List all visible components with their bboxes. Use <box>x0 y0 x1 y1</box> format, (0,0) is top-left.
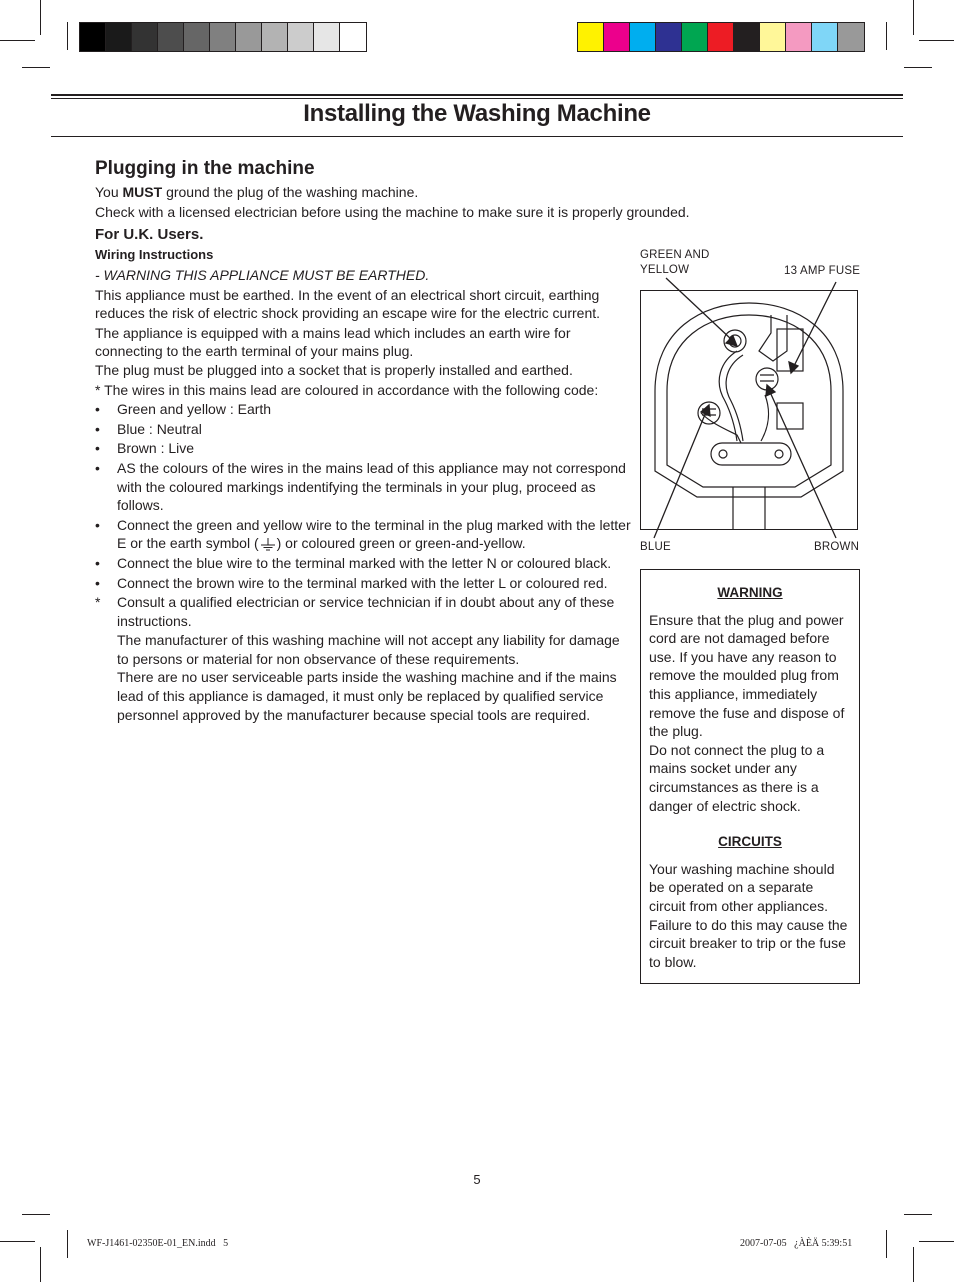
bullet-marker: • <box>95 401 100 418</box>
earth-symbol-icon <box>259 538 277 552</box>
bullet-marker: • <box>95 574 100 591</box>
liability-text: The manufacturer of this washing machine will not accept any liability for damage to persons or material for non observance of these requirements. <box>117 632 620 667</box>
service-note <box>95 668 633 724</box>
crop-mark <box>904 67 932 68</box>
bullet-marker: • <box>95 516 100 533</box>
paragraph: * The wires in this mains lead are coloured in accordance with the following code: <box>95 381 599 398</box>
color-swatch <box>708 23 734 51</box>
intro-text: ground the plug of the washing machine. <box>162 184 419 200</box>
color-swatch <box>314 23 340 51</box>
paragraph: The appliance is equipped with a mains lead which includes an earth wire for connecting to the earth terminal of your mains plug. <box>95 324 571 360</box>
color-swatch <box>106 23 132 51</box>
color-swatch <box>262 23 288 51</box>
list-item <box>95 420 633 439</box>
color-swatch <box>760 23 786 51</box>
bullet-marker: • <box>95 554 100 571</box>
date-slug: 2007-07-05 ¿ÀÈÄ 5:39:51 <box>740 1238 853 1249</box>
list-item <box>95 459 633 515</box>
list-item-text: Connect the brown wire to the terminal marked with the letter L or coloured red. <box>117 574 608 591</box>
diagram-leader-lines <box>640 240 860 540</box>
wiring-instructions-heading: Wiring Instructions <box>95 247 214 262</box>
list-item-text: ) or coloured green or green-and-yellow. <box>276 535 526 552</box>
section-title: Plugging in the machine <box>95 158 315 179</box>
color-swatch <box>80 23 106 51</box>
circuits-title: CIRCUITS <box>718 834 782 850</box>
uk-users-heading: For U.K. Users. <box>95 226 204 243</box>
file-slug: WF-J1461-02350E-01_EN.indd 5 <box>87 1238 229 1249</box>
crop-mark <box>913 0 914 35</box>
page-number: 5 <box>473 1172 481 1187</box>
color-swatch <box>184 23 210 51</box>
earthed-warning: - WARNING THIS APPLIANCE MUST BE EARTHED. <box>95 267 430 283</box>
intro-emphasis: MUST <box>122 184 163 200</box>
color-swatch <box>656 23 682 51</box>
warning-box <box>640 569 860 984</box>
warning-text: Ensure that the plug and power cord are not damaged before use. If you have any reason to remove the moulded plug from this appliance, immediately remove the fuse and dispose of the plug. <box>649 611 845 740</box>
crop-mark <box>40 0 41 35</box>
page-title: Installing the Washing Machine <box>303 100 651 127</box>
paragraph: This appliance must be earthed. In the event of an electrical short circuit, earthing reduces the risk of electric shock providing an escape wire for the electric current. <box>95 286 601 322</box>
star-note <box>95 593 633 630</box>
list-item <box>95 574 633 593</box>
crop-mark <box>0 40 35 41</box>
paragraph: The plug must be plugged into a socket that is properly installed and earthed. <box>95 361 573 378</box>
star-marker: * <box>95 594 101 611</box>
warning-title: WARNING <box>717 585 783 600</box>
circuits-text: Your washing machine should be operated on a separate circuit from other appliances. Failure to do this may cause the circuit breaker to trip or the fuse to blow. <box>649 860 848 970</box>
crop-mark <box>904 1214 932 1215</box>
color-swatch <box>604 23 630 51</box>
list-item-text: AS the colours of the wires in the mains lead of this appliance may not correspond with the coloured markings indentifying the terminals in your plug, proceed as follows. <box>117 459 626 514</box>
bullet-marker: • <box>95 459 100 476</box>
list-item-text: Connect the blue wire to the terminal marked with the letter N or coloured black. <box>117 554 612 571</box>
list-item <box>95 516 633 553</box>
intro-line-1 <box>95 183 418 202</box>
color-swatch <box>838 23 864 51</box>
color-swatch <box>132 23 158 51</box>
intro-line-2: Check with a licensed electrician before using the machine to make sure it is properly grounded. <box>95 204 690 220</box>
list-item-text: Blue : Neutral <box>117 420 202 437</box>
color-swatch <box>236 23 262 51</box>
grayscale-color-bar <box>79 22 367 52</box>
intro-text: You <box>95 184 123 200</box>
color-swatch <box>630 23 656 51</box>
star-note-text: Consult a qualified electrician or service technician if in doubt about any of these instructions. <box>117 594 615 629</box>
bullet-marker: • <box>95 440 100 457</box>
title-rule-top-thin <box>51 98 903 99</box>
list-item-text: Connect the green and yellow wire to the terminal in the plug marked with the letter E or the earth symbol ( <box>117 516 631 552</box>
process-color-bar <box>577 22 865 52</box>
crop-mark <box>67 22 68 50</box>
crop-mark <box>913 1247 914 1282</box>
color-swatch <box>786 23 812 51</box>
label-blue: BLUE <box>640 541 671 553</box>
title-rule-top <box>51 94 903 96</box>
crop-mark <box>22 1214 50 1215</box>
liability-note <box>95 631 633 668</box>
crop-mark <box>919 1241 954 1242</box>
color-swatch <box>340 23 366 51</box>
list-item-text: Green and yellow : Earth <box>117 401 272 418</box>
crop-mark <box>919 40 954 41</box>
label-brown: BROWN <box>814 541 860 553</box>
service-text: There are no user serviceable parts inside the washing machine and if the mains lead of this appliance is damaged, it must only be replaced by qualified service personnel approved by the manufacturer because special tools are required. <box>117 669 617 723</box>
color-swatch <box>682 23 708 51</box>
warning-text: Do not connect the plug to a mains socket under any circumstances as there is a danger of electric shock. <box>649 741 825 814</box>
color-swatch <box>210 23 236 51</box>
list-item <box>95 400 633 419</box>
label-line: GREEN AND <box>640 249 710 261</box>
label-13-amp-fuse: 13 AMP FUSE <box>784 265 861 277</box>
crop-mark <box>886 1230 887 1258</box>
label-line: YELLOW <box>640 264 690 276</box>
list-item <box>95 439 633 458</box>
color-swatch <box>158 23 184 51</box>
crop-mark <box>0 1241 35 1242</box>
color-swatch <box>812 23 838 51</box>
color-swatch <box>734 23 760 51</box>
color-swatch <box>288 23 314 51</box>
crop-mark <box>886 22 887 50</box>
title-rule-bottom <box>51 136 903 137</box>
list-item-text: Brown : Live <box>117 440 195 457</box>
crop-mark <box>22 67 50 68</box>
color-swatch <box>578 23 604 51</box>
list-item <box>95 554 633 573</box>
crop-mark <box>40 1247 41 1282</box>
bullet-marker: • <box>95 420 100 437</box>
wiring-instructions-body <box>95 266 633 724</box>
crop-mark <box>67 1230 68 1258</box>
